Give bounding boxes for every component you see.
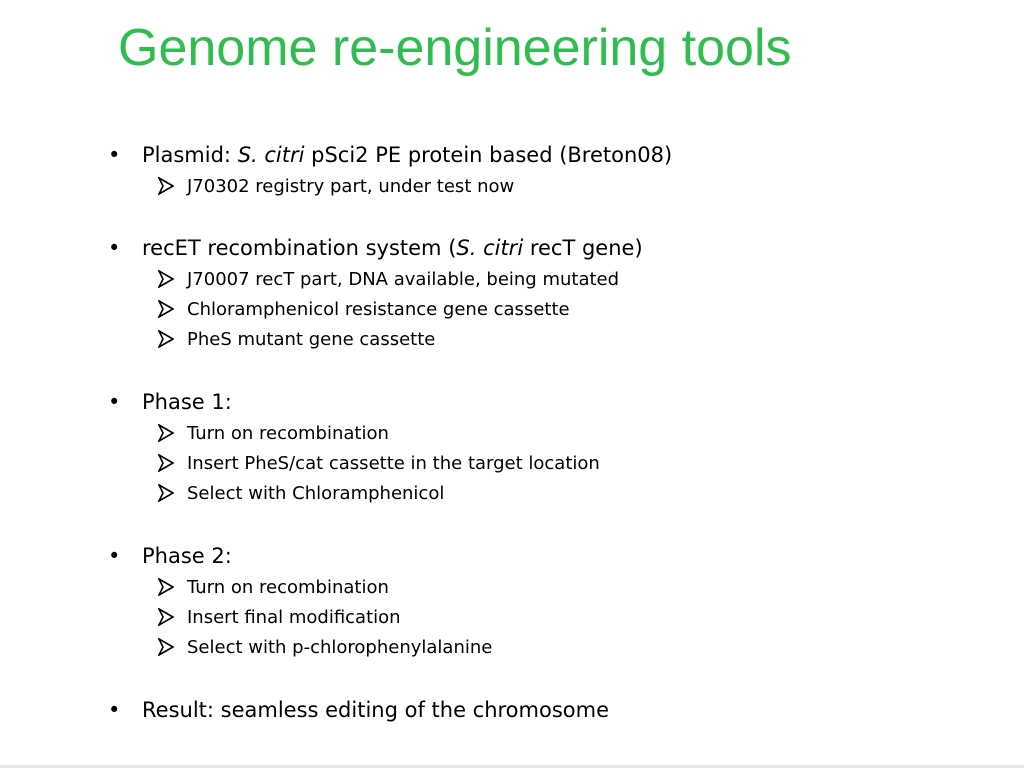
bullet-dot-icon: • [108,236,121,260]
arrowhead-icon [158,177,174,195]
bullet-text: Result: seamless editing of the chromosome [142,698,610,722]
arrowhead-icon [158,424,174,442]
arrowhead-icon [158,270,174,288]
bullet-text: recET recombination system (S. citri recT gene) [142,236,643,260]
sub-bullet-text: Insert final modification [187,607,401,628]
sub-bullet-text: J70007 recT part, DNA available, being mutated [187,269,620,290]
arrowhead-icon [158,608,174,626]
bullet-dot-icon: • [108,390,121,414]
sub-bullet-text: Turn on recombination [187,423,389,444]
sub-bullet-text: Insert PheS/cat cassette in the target location [187,453,600,474]
bullet-dot-icon: • [108,143,121,167]
arrowhead-icon [158,484,174,502]
bullet-text: Phase 2: [142,544,232,568]
arrowhead-icon [158,300,174,318]
sub-bullet-text: Select with p-chlorophenylalanine [187,637,493,658]
sub-bullet-text: Turn on recombination [187,577,389,598]
arrowhead-icon [158,454,174,472]
slide-title: Genome re-engineering tools [118,19,792,77]
bullet-dot-icon: • [108,698,121,722]
sub-bullet-text: J70302 registry part, under test now [187,176,515,197]
bullet-text: Phase 1: [142,390,232,414]
sub-bullet-text: Select with Chloramphenicol [187,483,445,504]
sub-bullet-text: Chloramphenicol resistance gene cassette [187,299,570,320]
bullet-text: Plasmid: S. citri pSci2 PE protein based (Breton08) [142,143,673,167]
arrowhead-icon [158,330,174,348]
sub-bullet-text: PheS mutant gene cassette [187,329,436,350]
bullet-dot-icon: • [108,544,121,568]
arrowhead-icon [158,578,174,596]
arrowhead-icon [158,638,174,656]
